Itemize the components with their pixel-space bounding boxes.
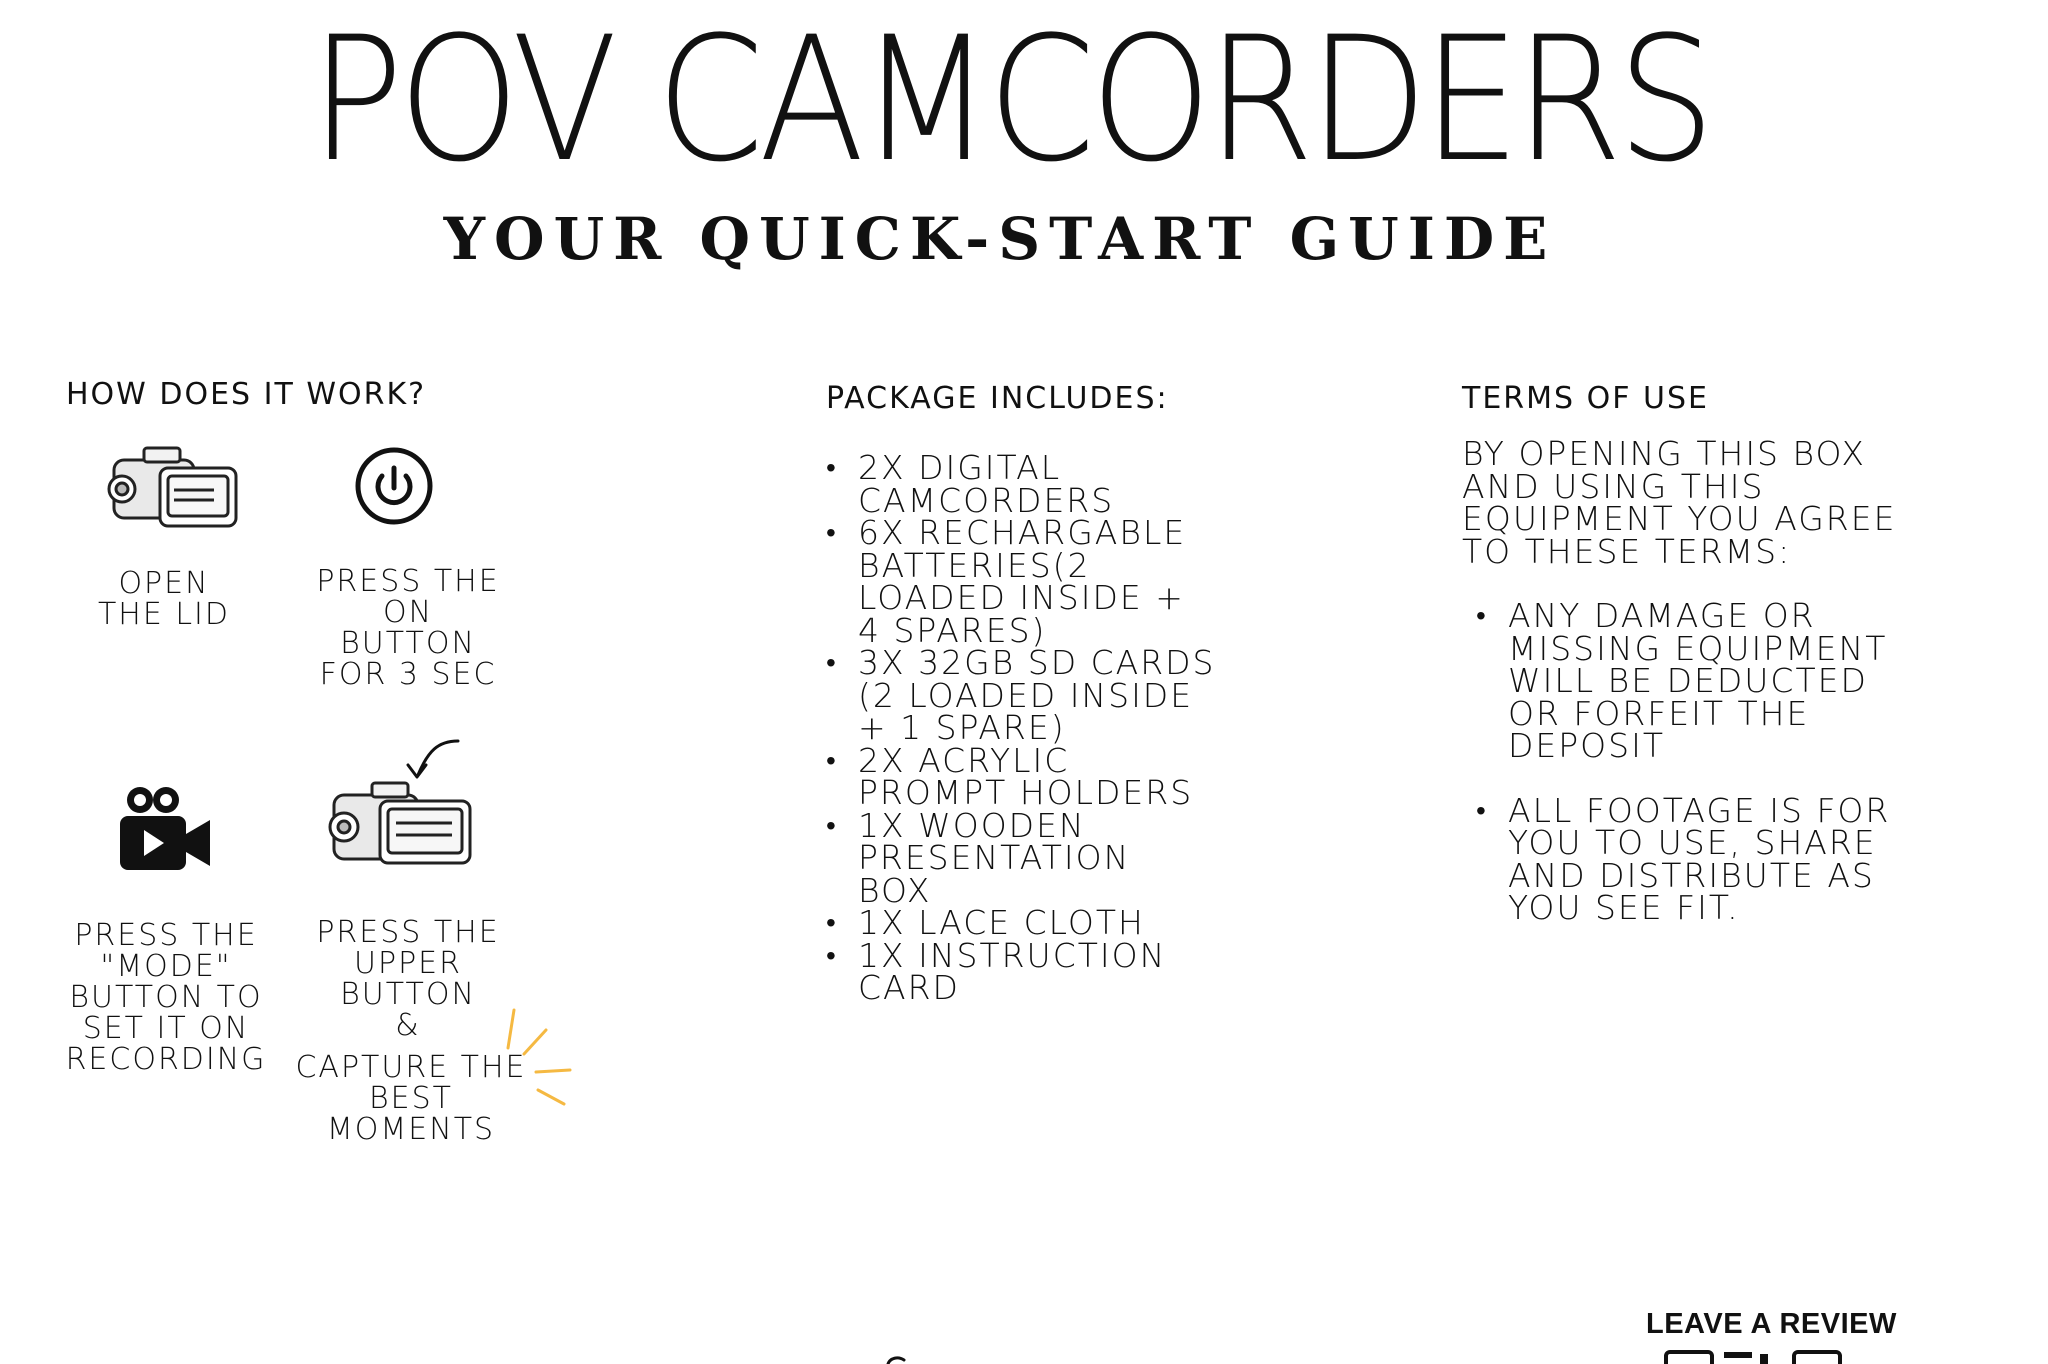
decorative-mark-icon: [886, 1356, 910, 1364]
page-subtitle: YOUR QUICK-START GUIDE: [443, 205, 1557, 273]
package-heading: PACKAGE INCLUDES:: [826, 381, 1169, 416]
step-caption-capture: CAPTURE THE BEST MOMENTS: [295, 1050, 527, 1147]
step-caption-power: PRESS THE ON BUTTON FOR 3 SEC: [316, 564, 500, 692]
video-camera-icon: [118, 784, 212, 874]
terms-list: [1476, 596, 1916, 927]
camcorder-arrow-icon: [328, 735, 478, 885]
camcorder-icon: [104, 438, 244, 538]
sparkle-icon: [498, 1000, 578, 1120]
power-icon: [354, 446, 434, 526]
list-item: • 1X INSTRUCTION CARD: [826, 940, 1216, 1005]
step-caption-open-lid: OPEN THE LID: [97, 566, 231, 632]
review-label: LEAVE A REVIEW: [1646, 1308, 1897, 1340]
how-it-works-heading: HOW DOES IT WORK?: [66, 377, 427, 412]
package-list: [826, 448, 1216, 1007]
list-item: • 3X 32GB SD CARDS (2 LOADED INSIDE + 1 SPARE): [826, 647, 1216, 745]
list-item: • ANY DAMAGE OR MISSING EQUIPMENT WILL BE DEDUCTED OR FORFEIT THE DEPOSIT: [1476, 600, 1916, 763]
list-item: • 1X WOODEN PRESENTATION BOX: [826, 810, 1216, 908]
list-item: • 6X RECHARGABLE BATTERIES(2 LOADED INSIDE + 4 SPARES): [826, 517, 1216, 647]
list-item: • ALL FOOTAGE IS FOR YOU TO USE, SHARE AND DISTRIBUTE AS YOU SEE FIT.: [1476, 795, 1916, 925]
step-caption-mode: PRESS THE "MODE" BUTTON TO SET IT ON RECORDING: [65, 918, 267, 1077]
terms-intro: BY OPENING THIS BOX AND USING THIS EQUIPMENT YOU AGREE TO THESE TERMS:: [1462, 434, 1897, 571]
qr-code-icon[interactable]: [1664, 1350, 1844, 1364]
list-item: • 1X LACE CLOTH: [826, 907, 1216, 940]
page-title: POV CAMCORDERS: [310, 0, 1710, 200]
step-caption-upper-button: PRESS THE UPPER BUTTON &: [316, 915, 500, 1043]
terms-heading: TERMS OF USE: [1462, 381, 1709, 416]
list-item: • 2X ACRYLIC PROMPT HOLDERS: [826, 745, 1216, 810]
list-item: • 2X DIGITAL CAMCORDERS: [826, 452, 1216, 517]
